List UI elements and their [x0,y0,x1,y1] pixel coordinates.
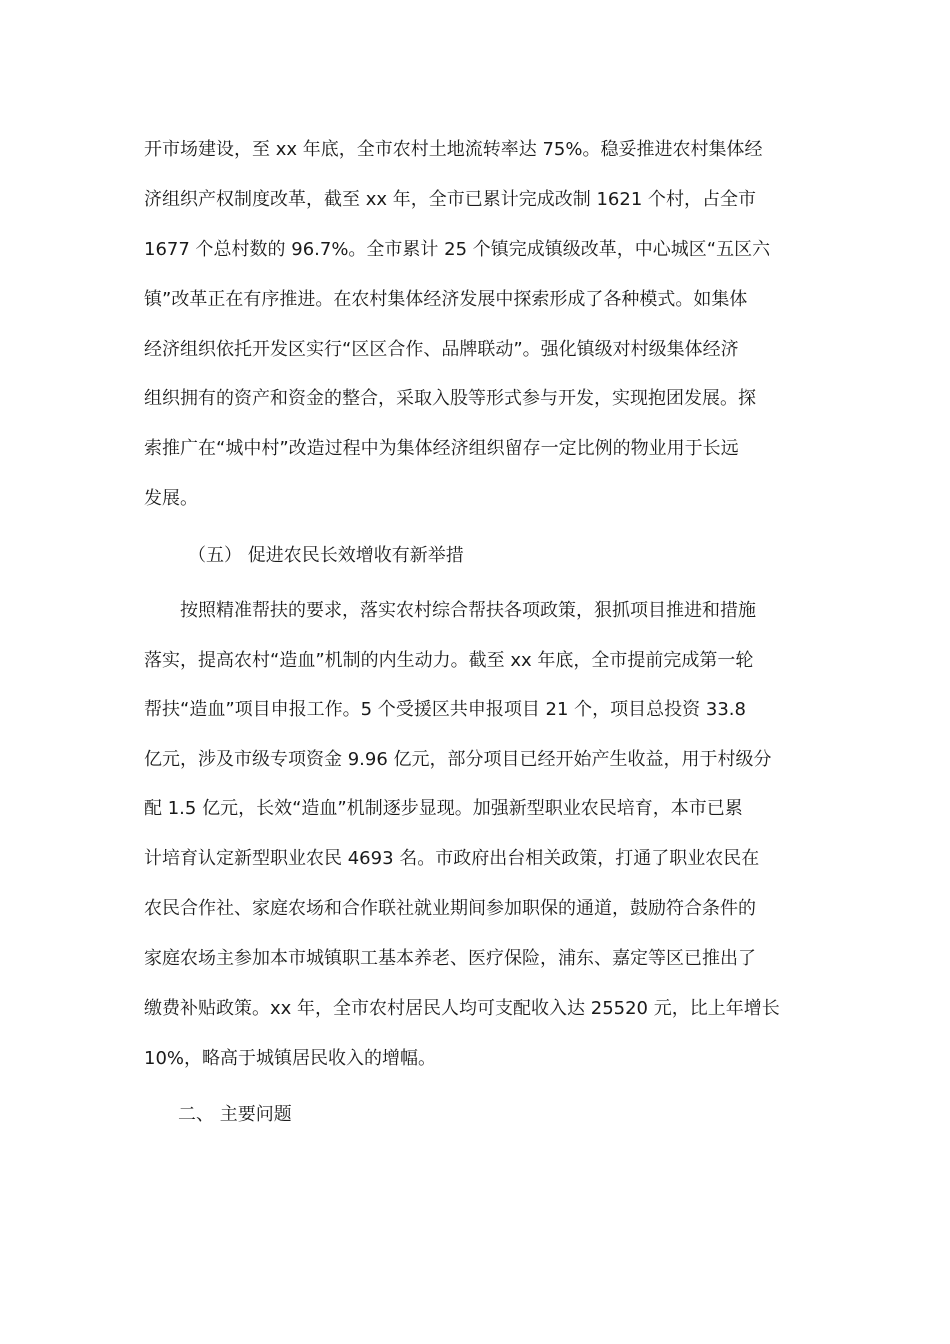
paragraph-1-line-4: 镇”改革正在有序推进。在农村集体经济发展中探索形成了各种模式。如集体 [144,289,748,310]
paragraph-2-line-5: 配 1.5 亿元，长效“造血”机制逐步显现。加强新型职业农民培育，本市已累 [144,798,743,819]
paragraph-1-line-3: 1677 个总村数的 96.7%。全市累计 25 个镇完成镇级改革，中心城区“五区六 [144,239,771,260]
paragraph-2-line-9: 缴费补贴政策。xx 年，全市农村居民人均可支配收入达 25520 元，比上年增长 [144,998,780,1019]
section-heading-5: （五） 促进农民长效增收有新举措 [188,545,464,566]
paragraph-1-line-2: 济组织产权制度改革，截至 xx 年，全市已累计完成改制 1621 个村，占全市 [144,189,756,210]
paragraph-1-line-6: 组织拥有的资产和资金的整合，采取入股等形式参与开发，实现抱团发展。探 [144,388,756,409]
paragraph-2-line-10: 10%，略高于城镇居民收入的增幅。 [144,1048,437,1069]
paragraph-2-line-4: 亿元，涉及市级专项资金 9.96 亿元，部分项目已经开始产生收益，用于村级分 [144,749,772,770]
paragraph-1-line-1: 开市场建设，至 xx 年底，全市农村土地流转率达 75%。稳妥推进农村集体经 [144,139,763,160]
paragraph-2-line-6: 计培育认定新型职业农民 4693 名。市政府出台相关政策，打通了职业农民在 [144,848,760,869]
paragraph-2-line-1: 按照精准帮扶的要求，落实农村综合帮扶各项政策，狠抓项目推进和措施 [180,600,756,621]
paragraph-1-line-7: 索推广在“城中村”改造过程中为集体经济组织留存一定比例的物业用于长远 [144,438,739,459]
paragraph-1-line-8: 发展。 [144,488,198,509]
paragraph-2-line-3: 帮扶“造血”项目申报工作。5 个受援区共申报项目 21 个，项目总投资 33.8 [144,699,746,720]
paragraph-2-line-2: 落实，提高农村“造血”机制的内生动力。截至 xx 年底，全市提前完成第一轮 [144,650,754,671]
paragraph-2-line-7: 农民合作社、家庭农场和合作联社就业期间参加职保的通道，鼓励符合条件的 [144,898,756,919]
paragraph-1-line-5: 经济组织依托开发区实行“区区合作、品牌联动”。强化镇级对村级集体经济 [144,339,739,360]
paragraph-2-line-8: 家庭农场主参加本市城镇职工基本养老、医疗保险，浦东、嘉定等区已推出了 [144,948,756,969]
section-heading-2: 二、 主要问题 [178,1104,292,1125]
